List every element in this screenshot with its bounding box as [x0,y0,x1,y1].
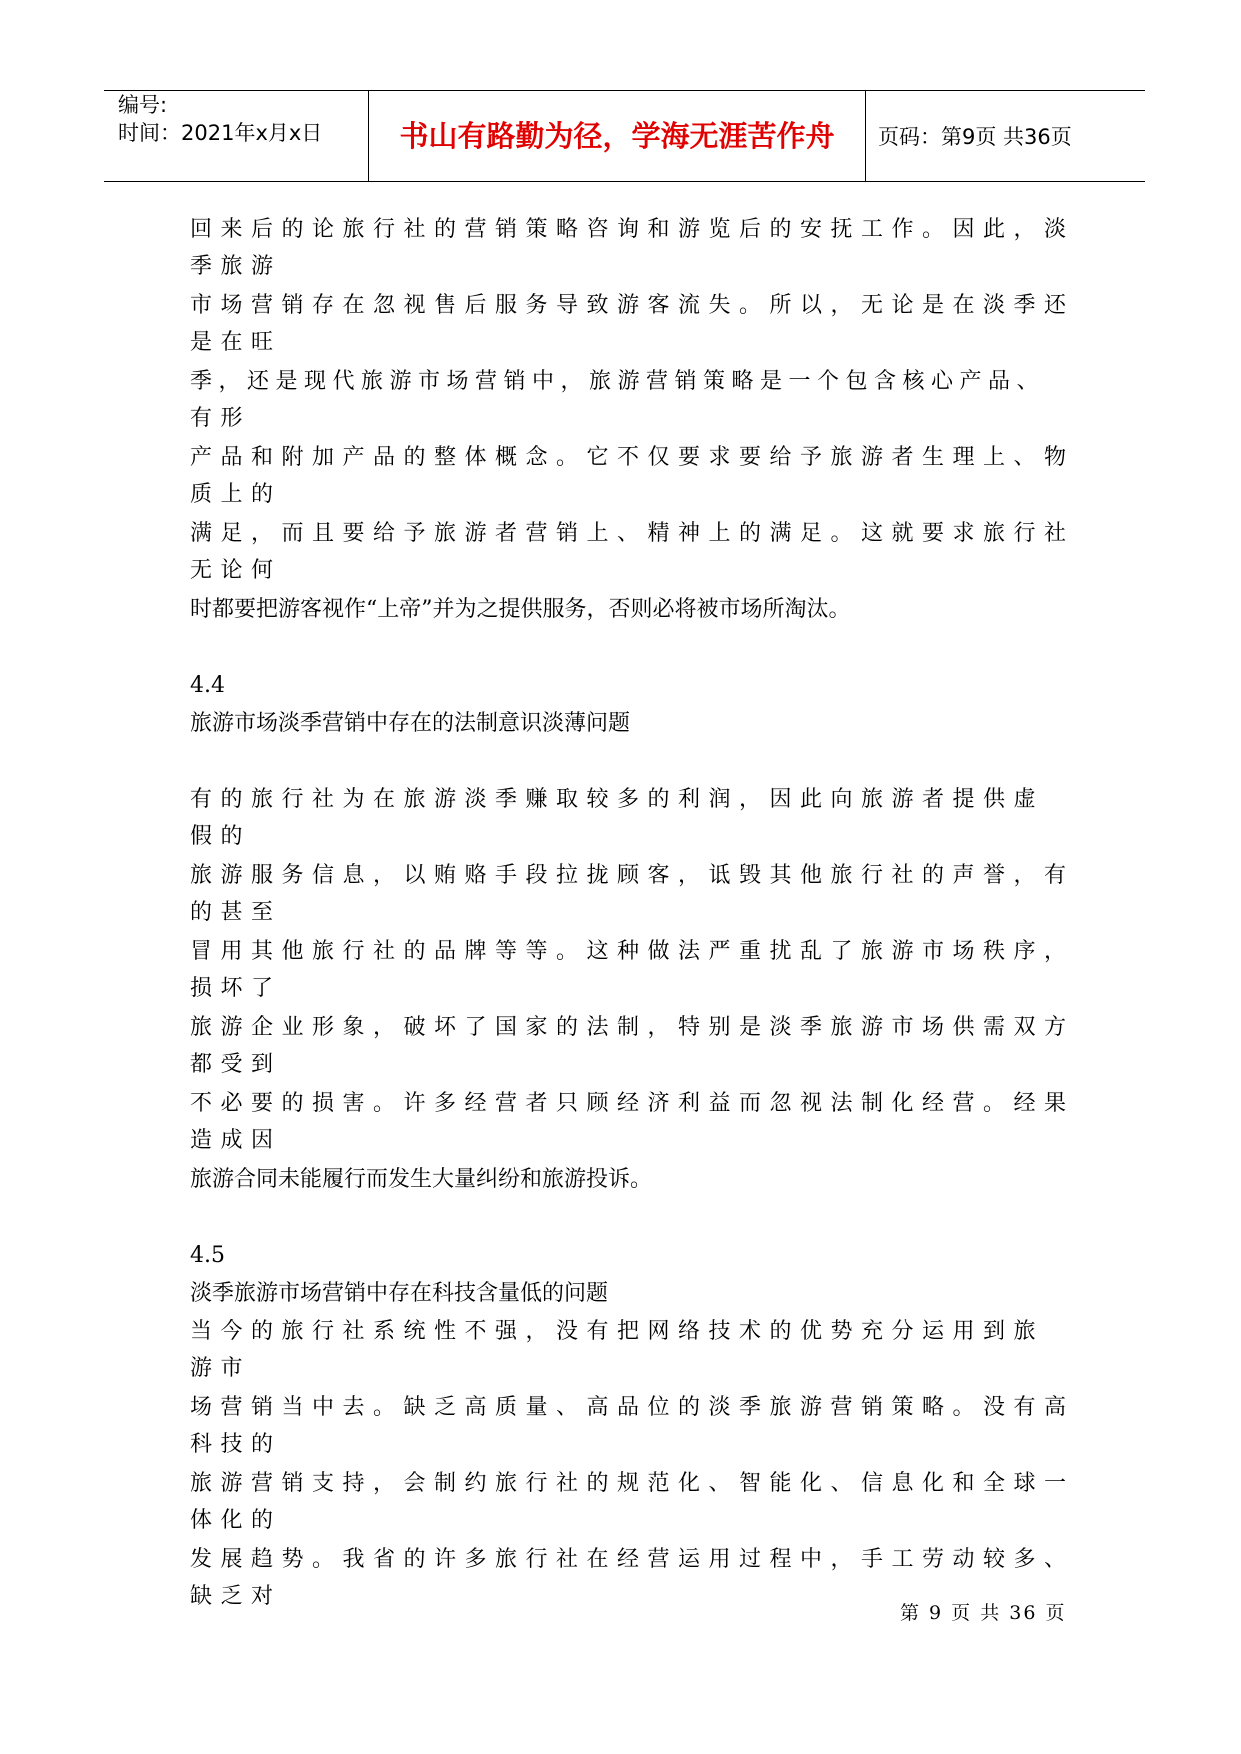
body-line: 季旅游 [190,254,282,279]
body-line: 场营销当中去。缺乏高质量、高品位的淡季旅游营销策略。没有高 [190,1395,1075,1420]
header-meta-cell [104,91,369,181]
body-line: 冒用其他旅行社的品牌等等。这种做法严重扰乱了旅游市场秩序， [190,939,1075,964]
body-line: 旅游营销支持，会制约旅行社的规范化、智能化、信息化和全球一 [190,1471,1075,1496]
body-line: 科技的 [190,1432,282,1457]
document-time-label: 时间：2021年x月x日 [118,121,323,145]
body-line: 季，还是现代旅游市场营销中，旅游营销策略是一个包含核心产品、 [190,369,1046,394]
body-line: 市场营销存在忽视售后服务导致游客流失。所以，无论是在淡季还 [190,293,1075,318]
body-line: 发展趋势。我省的许多旅行社在经营运用过程中，手工劳动较多、 [190,1547,1075,1572]
header-motto: 书山有路勤为径，学海无涯苦作舟 [399,119,835,153]
body-line: 回来后的论旅行社的营销策略咨询和游览后的安抚工作。因此，淡 [190,217,1075,242]
section-number: 4.5 [190,1243,225,1268]
header-page-cell [866,91,1145,181]
section-title: 旅游市场淡季营销中存在的法制意识淡薄问题 [190,711,631,736]
body-line: 缺乏对 [190,1584,282,1609]
body-line: 产品和附加产品的整体概念。它不仅要求要给予旅游者生理上、物 [190,445,1075,470]
body-line: 损坏了 [190,976,282,1001]
body-line: 满足，而且要给予旅游者营销上、精神上的满足。这就要求旅行社 [190,521,1075,546]
body-line: 质上的 [190,482,282,507]
body-line: 当今的旅行社系统性不强，没有把网络技术的优势充分运用到旅 [190,1319,1045,1344]
body-line: 都受到 [190,1052,282,1077]
body-line: 有形 [190,406,252,431]
body-line: 是在旺 [190,330,282,355]
section-title: 淡季旅游市场营销中存在科技含量低的问题 [190,1281,609,1306]
body-line: 造成因 [190,1128,282,1153]
body-line: 时都要把游客视作“上帝”并为之提供服务，否则必将被市场所淘汰。 [190,597,851,622]
body-line: 体化的 [190,1508,282,1533]
page-header [104,90,1145,182]
body-line: 不必要的损害。许多经营者只顾经济利益而忽视法制化经营。经果 [190,1091,1075,1116]
section-number: 4.4 [190,673,225,698]
page-footer: 第 9 页 共 36 页 [900,1602,1067,1624]
body-line: 旅游合同未能履行而发生大量纠纷和旅游投诉。 [190,1167,653,1192]
body-line: 旅游企业形象，破坏了国家的法制，特别是淡季旅游市场供需双方 [190,1015,1075,1040]
body-line: 游市 [190,1356,252,1381]
header-page-label: 页码：第9页 共36页 [878,125,1072,149]
body-line: 无论何 [190,558,282,583]
document-number-label: 编号: [118,93,168,117]
body-line: 的甚至 [190,900,282,925]
body-line: 假的 [190,824,252,849]
header-motto-cell [369,91,866,181]
body-line: 旅游服务信息，以贿赂手段拉拢顾客，诋毁其他旅行社的声誉，有 [190,863,1075,888]
body-line: 有的旅行社为在旅游淡季赚取较多的利润，因此向旅游者提供虚 [190,787,1045,812]
